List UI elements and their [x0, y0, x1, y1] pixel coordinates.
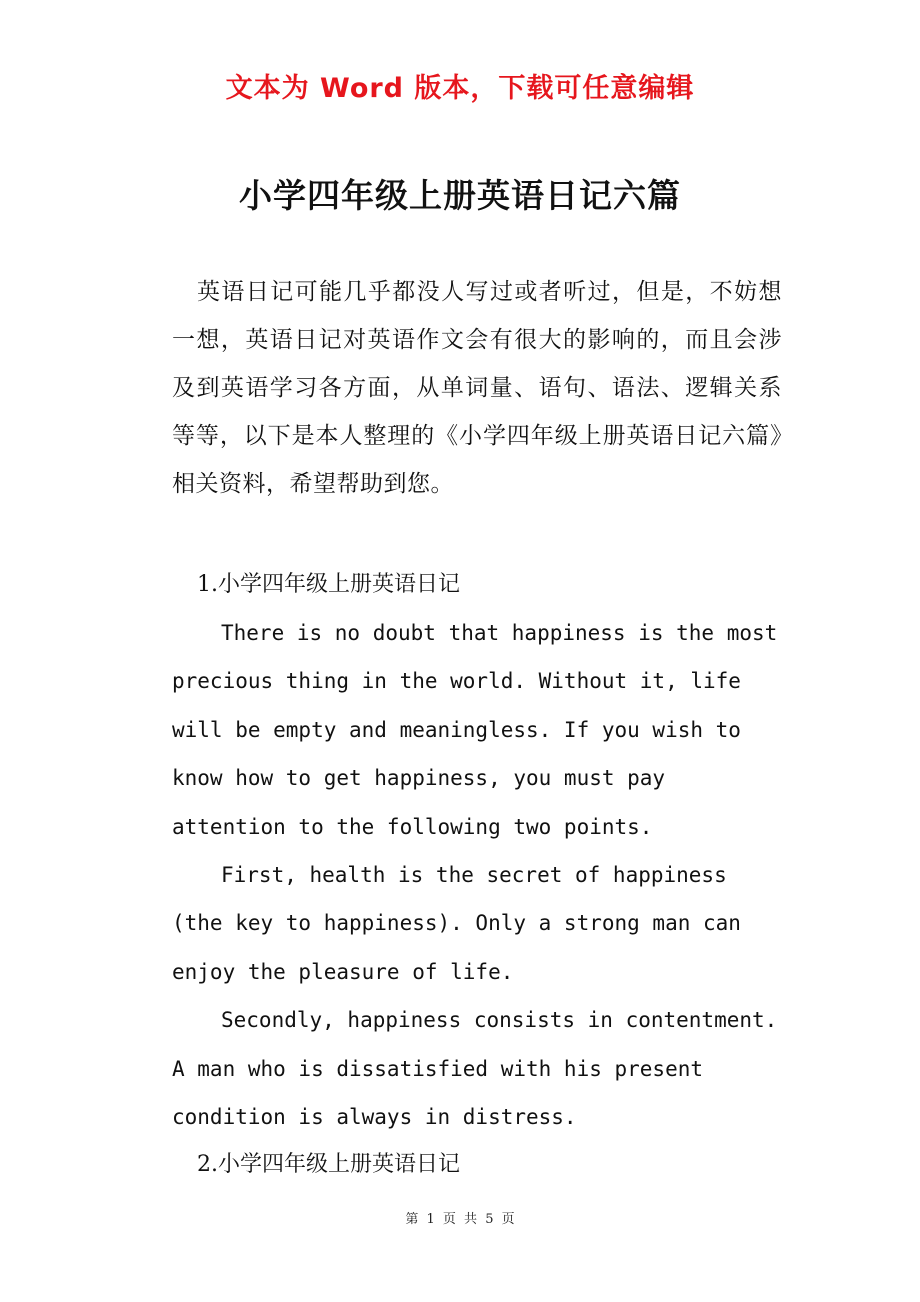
- section-1-paragraph-3: Secondly, happiness consists in contentment. A man who is dissatisfied with his present condition is always in distress.: [172, 1008, 778, 1130]
- section-2-heading: 2.小学四年级上册英语日记: [197, 1152, 460, 1178]
- intro-paragraph: 英语日记可能几乎都没人写过或者听过，但是，不妨想一想，英语日记对英语作文会有很大的影响的，而且会涉及到英语学习各方面，从单词量、语句、语法、逻辑关系等等，以下是本人整理的《小学四年级上册英语日记六篇》相关资料，希望帮助到您。: [172, 279, 782, 497]
- document-body: [172, 268, 782, 1189]
- download-banner: 文本为 Word 版本，下载可任意编辑: [225, 73, 695, 104]
- section-1-heading: 1.小学四年级上册英语日记: [197, 572, 460, 597]
- document-title: 小学四年级上册英语日记六篇: [239, 176, 681, 215]
- section-1-paragraph-1: There is no doubt that happiness is the most precious thing in the world. Without it, life will be empty and meaningless. If you wish to know how to get happiness, you must pay attention to the following two points.: [172, 621, 778, 839]
- section-1-paragraph-2: First, health is the secret of happiness (the key to happiness). Only a strong man can enjoy the pleasure of life.: [172, 863, 741, 984]
- page-number-footer: 第 1 页 共 5 页: [405, 1212, 515, 1227]
